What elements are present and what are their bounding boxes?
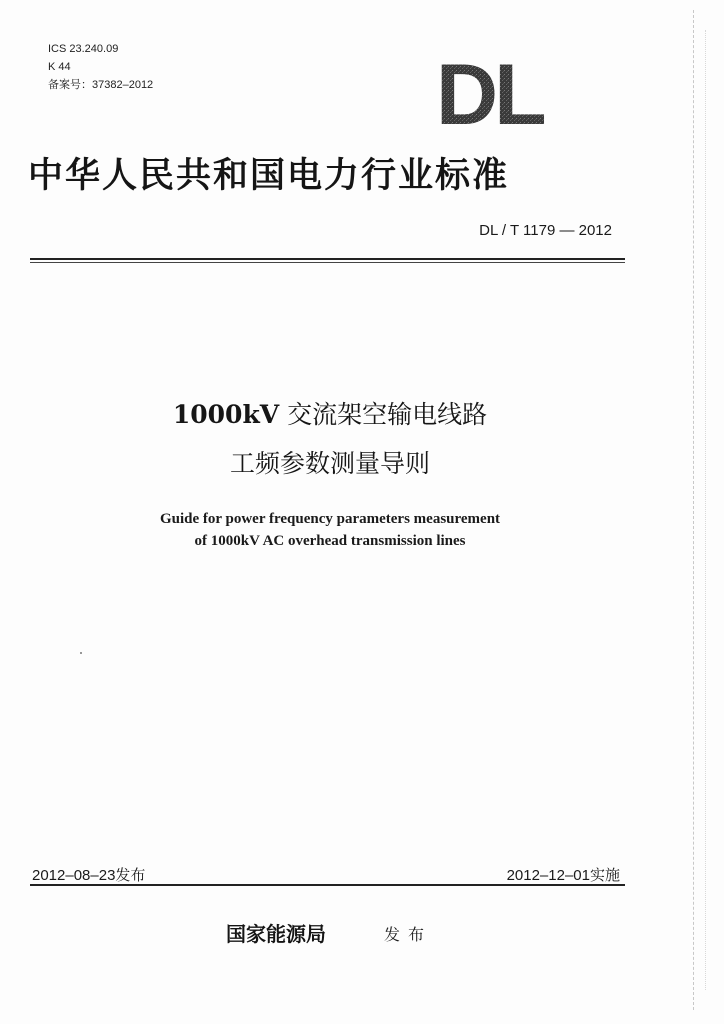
ics-code: ICS 23.240.09 bbox=[48, 43, 119, 55]
top-rule-thin bbox=[30, 262, 625, 263]
standard-category-title: 中华人民共和国电力行业标准 bbox=[28, 155, 510, 196]
chinese-title-line-2: 工频参数测量导则 bbox=[229, 449, 430, 478]
class-code: K 44 bbox=[48, 61, 71, 73]
publisher-name: 国家能源局 bbox=[226, 922, 326, 946]
scan-edge-line-secondary bbox=[705, 30, 706, 990]
implementation-date: 2012–12–01实施 bbox=[506, 867, 620, 884]
publish-label: 发布 bbox=[384, 925, 433, 944]
record-number: 备案号：37382–2012 bbox=[48, 79, 154, 91]
top-rule bbox=[30, 258, 625, 260]
chinese-title-voltage: 1000kV bbox=[172, 400, 280, 429]
chinese-title-line-1 bbox=[60, 395, 600, 431]
chinese-title-line-1-rest: 交流架空输电线路 bbox=[279, 400, 488, 429]
issue-date: 2012–08–23发布 bbox=[32, 867, 146, 884]
dl-logo-text: DL bbox=[436, 58, 543, 128]
bottom-rule bbox=[30, 884, 625, 886]
scan-edge-line bbox=[693, 10, 694, 1010]
dl-logo bbox=[436, 58, 584, 128]
english-title-line-2: of 1000kV AC overhead transmission lines bbox=[194, 533, 466, 549]
classification-block bbox=[48, 40, 153, 94]
scan-speck bbox=[80, 652, 82, 654]
english-title-line-1: Guide for power frequency parameters measurement bbox=[159, 511, 501, 527]
standard-number: DL / T 1179 — 2012 bbox=[479, 222, 612, 239]
